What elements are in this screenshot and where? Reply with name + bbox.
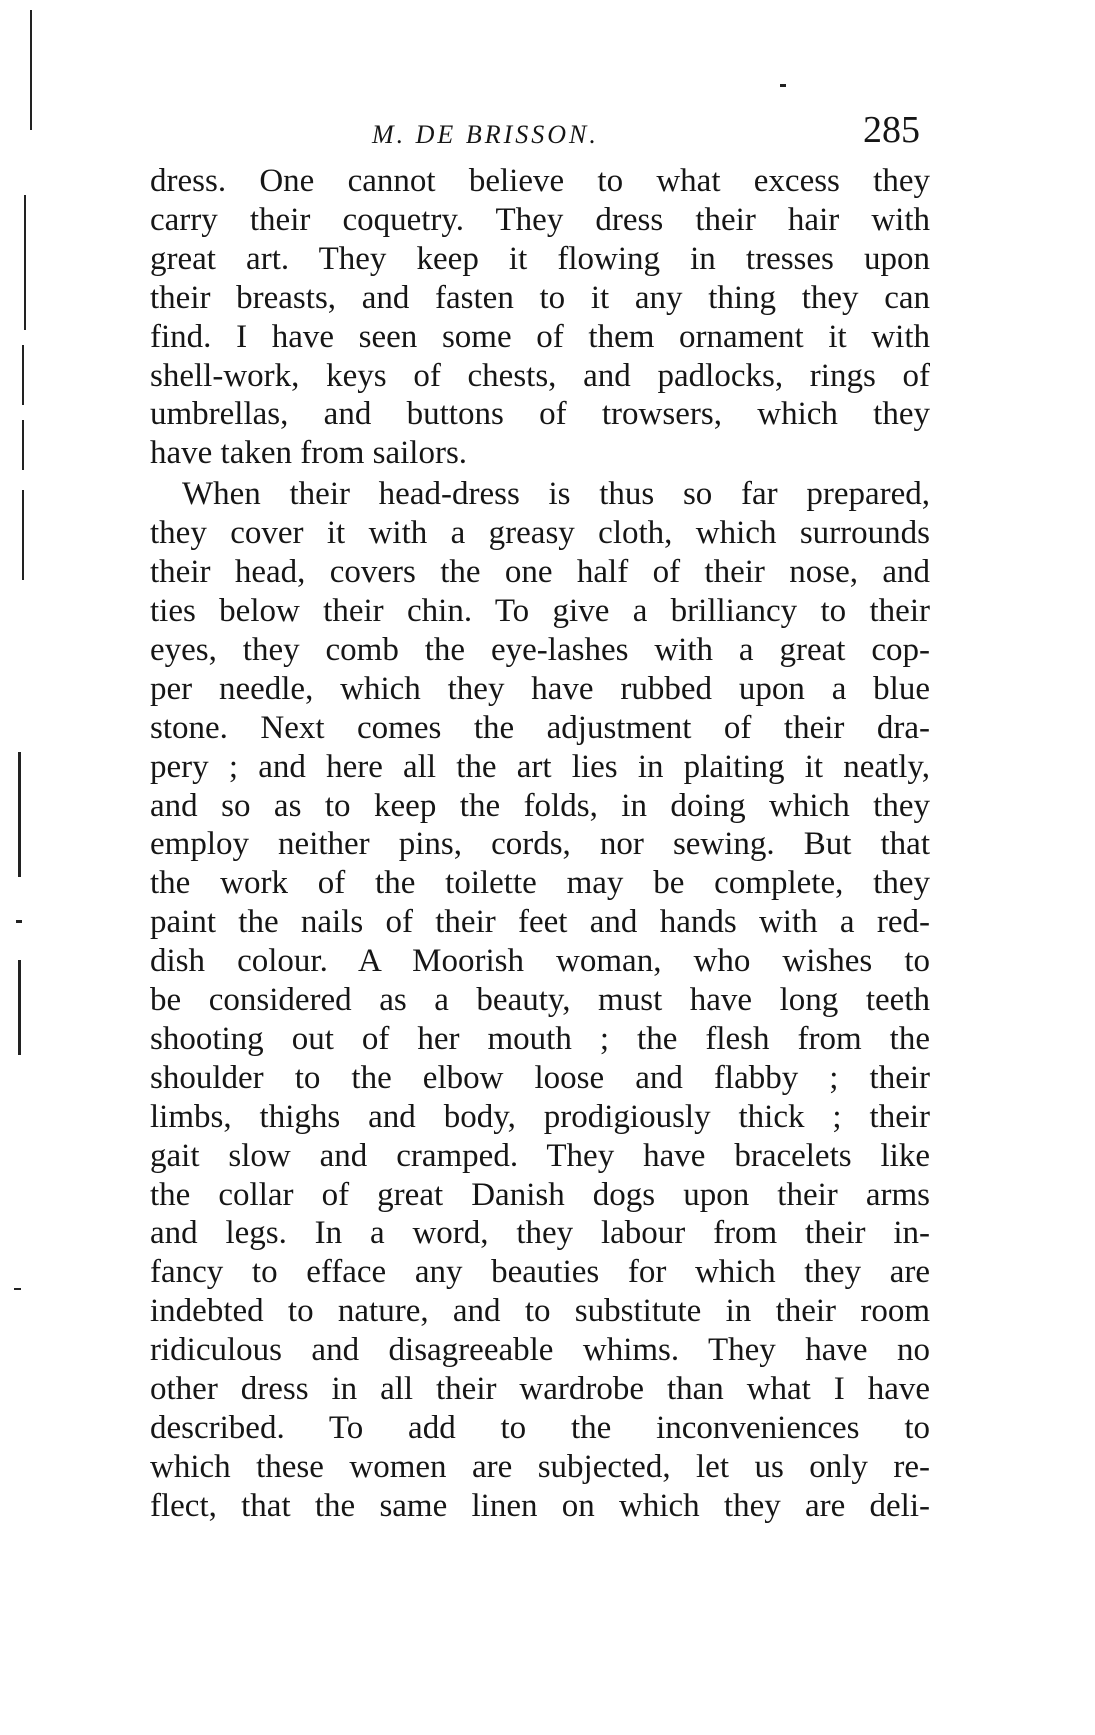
- text-line: eyes, they comb the eye-lashes with a great cop-: [150, 631, 930, 668]
- page-header: [150, 109, 930, 162]
- text-line: per needle, which they have rubbed upon a blue: [150, 670, 930, 707]
- text-line: shoulder to the elbow loose and flabby ; their: [150, 1059, 930, 1096]
- margin-binding-mark: [22, 345, 24, 405]
- body-text: [150, 162, 930, 1526]
- margin-binding-mark: [18, 752, 21, 877]
- text-line: described. To add to the inconveniences to: [150, 1410, 930, 1446]
- text-line: great art. They keep it flowing in tresses upon: [150, 240, 930, 277]
- margin-binding-mark: [18, 960, 21, 1055]
- text-line: ties below their chin. To give a brilliancy to their: [150, 592, 930, 629]
- text-line: the collar of great Danish dogs upon their arms: [150, 1176, 930, 1213]
- text-line: the work of the toilette may be complete, they: [150, 865, 930, 902]
- margin-binding-mark: [22, 490, 24, 580]
- text-line: pery ; and here all the art lies in plaiting it neatly,: [150, 748, 930, 785]
- text-line: stone. Next comes the adjustment of their dra-: [150, 709, 930, 746]
- text-line: dress. One cannot believe to what excess they: [150, 163, 930, 199]
- text-line: find. I have seen some of them ornament it with: [150, 318, 930, 355]
- text-line: When their head-dress is thus so far prepared,: [182, 476, 930, 513]
- margin-binding-mark: [22, 420, 24, 470]
- text-line: their head, covers the one half of their nose, and: [150, 554, 930, 591]
- text-line: shell-work, keys of chests, and padlocks, rings of: [150, 357, 930, 394]
- margin-binding-mark: [24, 195, 26, 330]
- text-line: flect, that the same linen on which they are deli-: [150, 1487, 930, 1524]
- text-line: and so as to keep the folds, in doing which they: [150, 787, 930, 824]
- text-line: gait slow and cramped. They have bracelets like: [150, 1137, 930, 1174]
- text-line: indebted to nature, and to substitute in their room: [150, 1293, 930, 1330]
- margin-binding-mark: [780, 84, 786, 87]
- text-line: fancy to efface any beauties for which they are: [150, 1254, 930, 1291]
- margin-binding-mark: [30, 10, 32, 130]
- text-line: shooting out of her mouth ; the flesh from the: [150, 1020, 930, 1057]
- text-line: be considered as a beauty, must have long teeth: [150, 982, 930, 1019]
- text-line: ridiculous and disagreeable whims. They have no: [150, 1332, 930, 1369]
- text-line: which these women are subjected, let us only re-: [150, 1448, 930, 1485]
- running-head: M. DE BRISSON.: [372, 120, 599, 149]
- text-line: and legs. In a word, they labour from their in-: [150, 1215, 930, 1252]
- text-line: dish colour. A Moorish woman, who wishes to: [150, 943, 930, 980]
- text-line: paint the nails of their feet and hands with a red-: [150, 904, 930, 941]
- text-line: their breasts, and fasten to it any thing they can: [150, 279, 930, 316]
- text-line: umbrellas, and buttons of trowsers, which they: [150, 396, 930, 433]
- margin-binding-mark: [16, 920, 22, 923]
- text-line: other dress in all their wardrobe than what I have: [150, 1371, 930, 1408]
- text-line: employ neither pins, cords, nor sewing. But that: [150, 826, 930, 863]
- page-number: 285: [863, 109, 920, 151]
- text-line: carry their coquetry. They dress their hair with: [150, 201, 930, 238]
- margin-binding-mark: [14, 1288, 21, 1290]
- text-line: have taken from sailors.: [150, 435, 468, 472]
- text-line: limbs, thighs and body, prodigiously thick ; their: [150, 1098, 930, 1135]
- text-line: they cover it with a greasy cloth, which surrounds: [150, 515, 930, 552]
- paragraph: [150, 475, 930, 1525]
- paragraph: [150, 162, 930, 473]
